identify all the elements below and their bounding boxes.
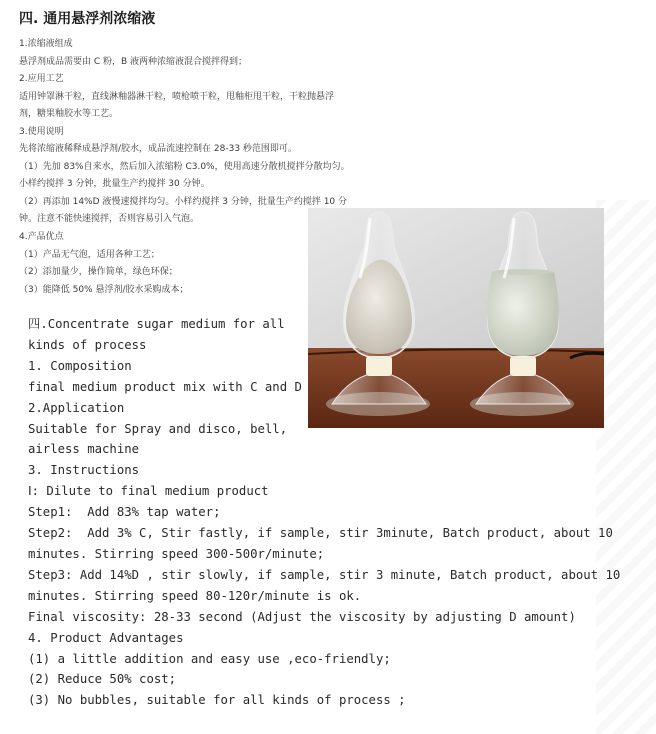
en-final-viscosity: Final viscosity: 28-33 second (Adjust the viscosity by adjusting D amount) bbox=[28, 609, 576, 624]
en-advantage-item: (3) No bubbles, suitable for all kinds of process ; bbox=[28, 693, 406, 708]
en-heading-advantages: 4. Product Advantages bbox=[28, 630, 184, 645]
en-step: minutes. Stirring speed 80-120r/minute is ok. bbox=[28, 588, 362, 603]
zh-step: （2）再添加 14%D 液慢速搅拌均匀。小样约搅拌 3 分钟，批量生产约搅拌 10 分 bbox=[19, 197, 348, 207]
en-step: Step3: Add 14%D , stir slowly, if sample, stir 3 minute, Batch product, about 10 bbox=[28, 567, 621, 582]
en-section-title: 四.Concentrate sugar medium for all bbox=[28, 317, 285, 331]
en-paragraph: airless machine bbox=[28, 442, 140, 457]
zh-paragraph: 先将浓缩液稀释成悬浮剂/胶水，成品流速控制在 28-33 秒范围即可。 bbox=[19, 144, 297, 154]
zh-heading-advantages: 4.产品优点 bbox=[19, 232, 64, 242]
zh-heading-composition: 1.浓缩液组成 bbox=[19, 39, 73, 49]
en-heading-composition: 1. Composition bbox=[28, 358, 132, 373]
en-heading-application: 2.Application bbox=[28, 400, 125, 415]
zh-step: 钟。注意不能快速搅拌，否则容易引入气泡。 bbox=[19, 214, 200, 224]
zh-heading-application: 2.应用工艺 bbox=[19, 74, 64, 84]
zh-paragraph: 悬浮剂成品需要由 C 粉，B 液两种浓缩液混合搅拌得到； bbox=[19, 57, 248, 67]
zh-advantage-item: （3）能降低 50% 悬浮剂/胶水采购成本； bbox=[19, 285, 189, 295]
zh-advantage-item: （1）产品无气泡，适用各种工艺； bbox=[19, 250, 160, 260]
english-content bbox=[28, 314, 628, 711]
zh-paragraph: 适用钟罩淋干粒，直线淋釉器淋干粒，喷枪喷干粒，甩釉柜甩干粒，干粒抛悬浮 bbox=[19, 92, 335, 102]
en-heading-instructions: 3. Instructions bbox=[28, 463, 140, 478]
en-paragraph: final medium product mix with C and D bbox=[28, 379, 302, 394]
en-step: Step1: Add 83% tap water; bbox=[28, 505, 221, 520]
en-step: Step2: Add 3% C, Stir fastly, if sample, stir 3minute, Batch product, about 10 bbox=[28, 526, 613, 541]
en-paragraph: Suitable for Spray and disco, bell, bbox=[28, 421, 288, 436]
en-advantage-item: (1) a little addition and easy use ,eco-friendly; bbox=[28, 651, 391, 666]
zh-heading-instructions: 3.使用说明 bbox=[19, 127, 64, 137]
en-section-title-cont: kinds of process bbox=[28, 337, 147, 352]
en-subheading: Ⅰ: Dilute to final medium product bbox=[28, 484, 269, 499]
en-step: minutes. Stirring speed 300-500r/minute; bbox=[28, 546, 325, 561]
zh-step: （1）先加 83%自来水，然后加入浓缩粉 C3.0%，使用高速分散机搅拌分散均匀。 bbox=[19, 162, 350, 172]
zh-advantage-item: （2）添加量少，操作简单，绿色环保； bbox=[19, 267, 178, 277]
en-advantage-item: (2) Reduce 50% cost; bbox=[28, 672, 177, 687]
zh-section-title: 四. 通用悬浮剂浓缩液 bbox=[19, 11, 156, 27]
zh-paragraph: 剂，糖果釉胶水等工艺。 bbox=[19, 109, 119, 119]
zh-step: 小样约搅拌 3 分钟，批量生产约搅拌 30 分钟。 bbox=[19, 179, 210, 189]
